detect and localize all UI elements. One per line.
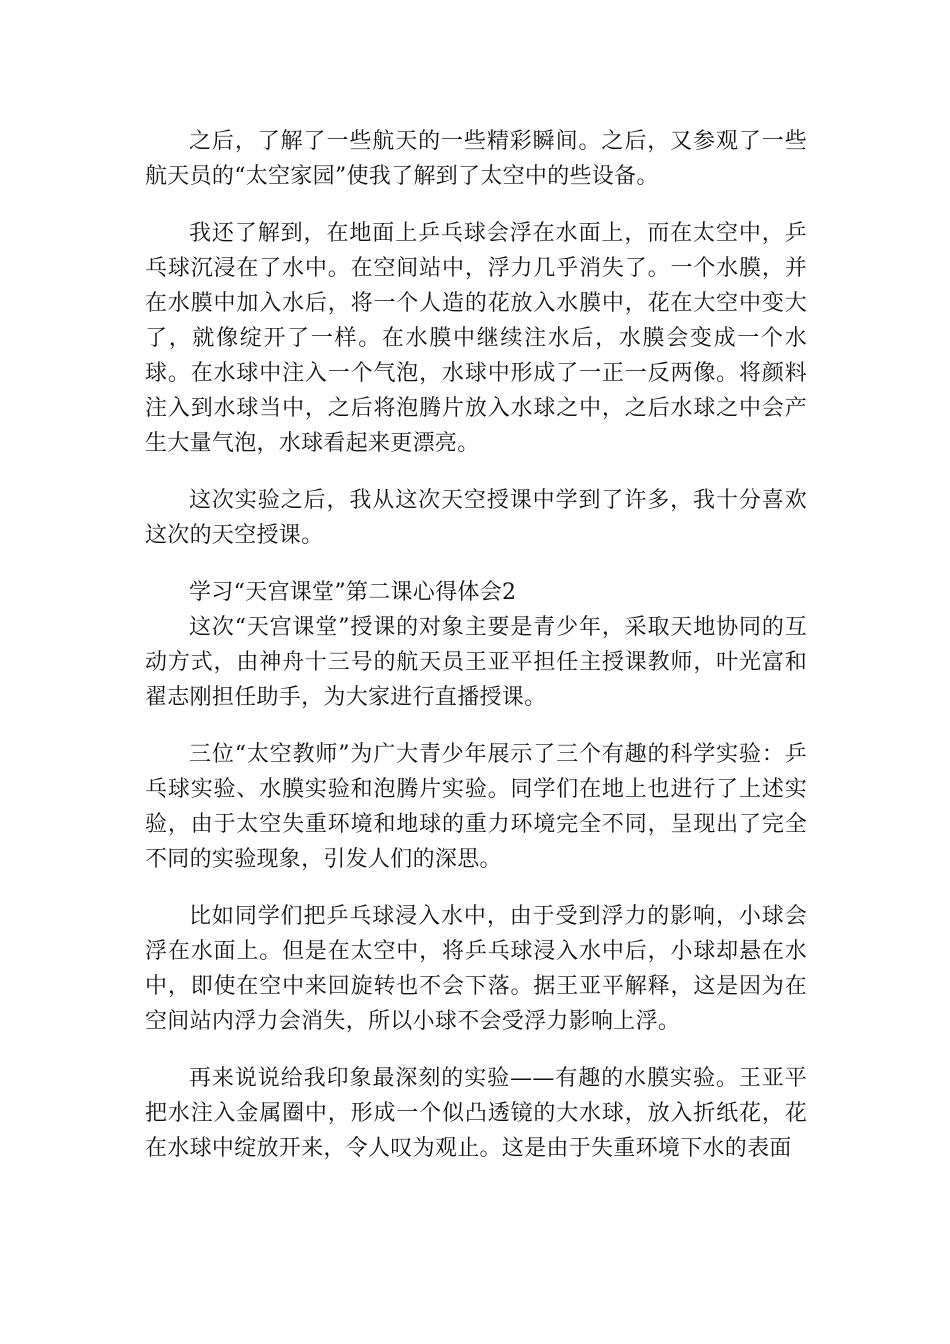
section-paragraph-1: 这次“天宫课堂”授课的对象主要是青少年，采取天地协同的互动方式，由神舟十三号的航天员王亚平担任主授课教师，叶光富和翟志刚担任助手，为大家进行直播授课。: [145, 615, 807, 710]
paragraph-2: 我还了解到，在地面上乒乓球会浮在水面上，而在太空中，乒乓球沉浸在了水中。在空间站中，浮力几乎消失了。一个水膜，并在水膜中加入水后，将一个人造的花放入水膜中，花在大空中变大了，就像绽开了一样。在水膜中继续注水后，水膜会变成一个水球。在水球中注入一个气泡，水球中形成了一正一反两像。将颜料注入到水球当中，之后将泡腾片放入水球之中，之后水球之中会产生大量气泡，水球看起来更漂亮。: [145, 221, 807, 456]
document-body: [145, 124, 807, 1166]
section-title: 学习“天宫课堂”第二课心得体会2: [189, 580, 517, 605]
paragraph-1: 之后，了解了一些航天的一些精彩瞬间。之后，又参观了一些航天员的“太空家园”使我了解到了太空中的些设备。: [145, 129, 807, 189]
section-paragraph-2: 三位“太空教师”为广大青少年展示了三个有趣的科学实验：乒乓球实验、水膜实验和泡腾片实验。同学们在地上也进行了上述实验，由于太空失重环境和地球的重力环境完全不同，呈现出了完全不同的实验现象，引发人们的深思。: [145, 742, 807, 872]
paragraph-3: 这次实验之后，我从这次天空授课中学到了许多，我十分喜欢这次的天空授课。: [145, 488, 807, 548]
section-paragraph-3: 比如同学们把乒乓球浸入水中，由于受到浮力的影响，小球会浮在水面上。但是在太空中，将乒乓球浸入水中后，小球却悬在水中，即使在空中来回旋转也不会下落。据王亚平解释，这是因为在空间站内浮力会消失，所以小球不会受浮力影响上浮。: [145, 904, 807, 1034]
section-paragraph-4: 再来说说给我印象最深刻的实验——有趣的水膜实验。王亚平把水注入金属圈中，形成一个似凸透镜的大水球，放入折纸花，花在水球中绽放开来，令人叹为观止。这是由于失重环境下水的表面: [145, 1066, 807, 1161]
